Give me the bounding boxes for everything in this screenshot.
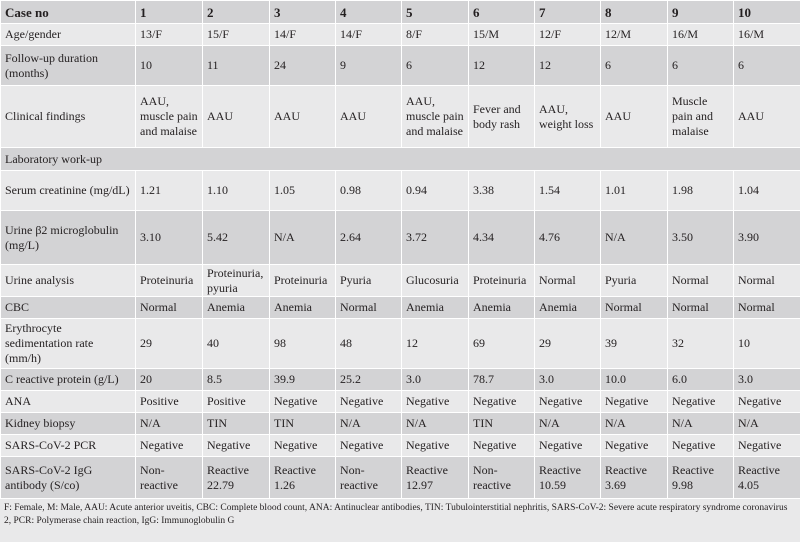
table-row (1, 24, 800, 46)
table-cell: N/A (336, 413, 402, 435)
table-cell: 3.90 (734, 211, 800, 265)
table-cell: Negative (336, 435, 402, 457)
table-cell: 9 (336, 46, 402, 86)
table-cell: 0.98 (336, 171, 402, 211)
table-cell: 39.9 (270, 369, 336, 391)
table-cell: Fever and body rash (469, 86, 535, 148)
section-row (1, 148, 800, 171)
table-row (1, 265, 800, 297)
table-cell: Reactive 1.26 (270, 457, 336, 499)
table-cell: 12 (402, 319, 469, 369)
table-row (1, 297, 800, 319)
table-cell: Normal (668, 265, 734, 297)
table-cell: Negative (336, 391, 402, 413)
table-cell: 1.10 (203, 171, 270, 211)
table-cell: 8.5 (203, 369, 270, 391)
table-cell: N/A (535, 413, 601, 435)
table-cell: 32 (668, 319, 734, 369)
table-cell: Reactive 9.98 (668, 457, 734, 499)
header-case-1: 1 (136, 1, 203, 24)
table-cell: Anemia (203, 297, 270, 319)
table-cell: Negative (270, 435, 336, 457)
table-cell: 1.04 (734, 171, 800, 211)
table-cell: 6 (668, 46, 734, 86)
table-cell: 5.42 (203, 211, 270, 265)
header-case-7: 7 (535, 1, 601, 24)
table-cell: Negative (402, 435, 469, 457)
table-cell: 3.38 (469, 171, 535, 211)
table-cell: 4.34 (469, 211, 535, 265)
table-cell: 10 (136, 46, 203, 86)
table-row (1, 46, 800, 86)
table-cell: Reactive 4.05 (734, 457, 800, 499)
table-cell: Negative (136, 435, 203, 457)
table-cell: TIN (270, 413, 336, 435)
table-cell: TIN (469, 413, 535, 435)
table-cell: AAU, muscle pain and malaise (402, 86, 469, 148)
table-cell: Positive (203, 391, 270, 413)
table-cell: 3.72 (402, 211, 469, 265)
table-cell: 14/F (270, 24, 336, 46)
table-cell: 1.01 (601, 171, 668, 211)
table-cell: N/A (136, 413, 203, 435)
table-cell: Anemia (402, 297, 469, 319)
table-row (1, 319, 800, 369)
row-label: Erythrocyte sedimentation rate (mm/h) (1, 319, 136, 369)
table-cell: Anemia (469, 297, 535, 319)
table-cell: Pyuria (601, 265, 668, 297)
table-cell: Negative (203, 435, 270, 457)
table-cell: 2.64 (336, 211, 402, 265)
table-cell: 12 (469, 46, 535, 86)
table-cell: 98 (270, 319, 336, 369)
table-cell: 1.05 (270, 171, 336, 211)
table-cell: 1.54 (535, 171, 601, 211)
table-cell: Proteinuria (469, 265, 535, 297)
table-cell: Anemia (535, 297, 601, 319)
table-cell: 6 (402, 46, 469, 86)
table-cell: 3.0 (535, 369, 601, 391)
table-cell: 3.50 (668, 211, 734, 265)
header-case-no: Case no (1, 1, 136, 24)
table-cell: N/A (601, 211, 668, 265)
table-row (1, 211, 800, 265)
table-cell: 1.21 (136, 171, 203, 211)
row-label: Serum creatinine (mg/dL) (1, 171, 136, 211)
table-row (1, 391, 800, 413)
table-cell: 6 (601, 46, 668, 86)
table-cell: 16/M (668, 24, 734, 46)
table-cell: 8/F (402, 24, 469, 46)
table-cell: Pyuria (336, 265, 402, 297)
table-row (1, 435, 800, 457)
table-cell: AAU, weight loss (535, 86, 601, 148)
table-cell: 15/M (469, 24, 535, 46)
table-cell: 0.94 (402, 171, 469, 211)
table-cell: 6 (734, 46, 800, 86)
header-row (1, 1, 800, 24)
table-cell: 25.2 (336, 369, 402, 391)
table-cell: Normal (734, 265, 800, 297)
table-row (1, 457, 800, 499)
table-cell: 20 (136, 369, 203, 391)
table-cell: 12/M (601, 24, 668, 46)
table-cell: Positive (136, 391, 203, 413)
table-cell: 29 (535, 319, 601, 369)
row-label: Kidney biopsy (1, 413, 136, 435)
table-row (1, 369, 800, 391)
table-cell: 4.76 (535, 211, 601, 265)
table-cell: N/A (734, 413, 800, 435)
table-cell: Muscle pain and malaise (668, 86, 734, 148)
table-cell: AAU, muscle pain and malaise (136, 86, 203, 148)
header-case-10: 10 (734, 1, 800, 24)
table-cell: 39 (601, 319, 668, 369)
row-label: ANA (1, 391, 136, 413)
table-cell: 12 (535, 46, 601, 86)
table-cell: 40 (203, 319, 270, 369)
table-cell: 69 (469, 319, 535, 369)
header-case-2: 2 (203, 1, 270, 24)
table-cell: 78.7 (469, 369, 535, 391)
header-case-8: 8 (601, 1, 668, 24)
table-row (1, 171, 800, 211)
table-cell: Negative (535, 435, 601, 457)
row-label: SARS-CoV-2 PCR (1, 435, 136, 457)
table-cell: Negative (734, 391, 800, 413)
table-cell: Normal (668, 297, 734, 319)
table-cell: Non-reactive (336, 457, 402, 499)
table-cell: Glucosuria (402, 265, 469, 297)
table-cell: Normal (601, 297, 668, 319)
table-cell: 15/F (203, 24, 270, 46)
header-case-6: 6 (469, 1, 535, 24)
header-case-3: 3 (270, 1, 336, 24)
table-cell: AAU (734, 86, 800, 148)
table-cell: AAU (336, 86, 402, 148)
table-cell: Negative (469, 435, 535, 457)
table-cell: Proteinuria (136, 265, 203, 297)
table-cell: N/A (402, 413, 469, 435)
row-label: Follow-up duration (months) (1, 46, 136, 86)
table-cell: 13/F (136, 24, 203, 46)
table-cell: N/A (601, 413, 668, 435)
section-label: Laboratory work-up (1, 148, 800, 171)
table-cell: Negative (734, 435, 800, 457)
table-footnote: F: Female, M: Male, AAU: Acute anterior uveitis, CBC: Complete blood count, ANA: Antinuclear antibodies, TIN: Tubulointerstitial nephritis, SARS-CoV-2: Severe acute respiratory syndrome coronavirus 2, PCR: Polymerase chain reaction, IgG: Immunoglobulin G (4, 503, 788, 526)
table-cell: 24 (270, 46, 336, 86)
row-label: Urine β2 microglobulin (mg/L) (1, 211, 136, 265)
row-label: Urine analysis (1, 265, 136, 297)
table-cell: Negative (270, 391, 336, 413)
table-cell: TIN (203, 413, 270, 435)
table-cell: Proteinuria (270, 265, 336, 297)
row-label: CBC (1, 297, 136, 319)
table-cell: Reactive 10.59 (535, 457, 601, 499)
table-cell: Negative (535, 391, 601, 413)
header-case-9: 9 (668, 1, 734, 24)
table-row (1, 86, 800, 148)
row-label: Clinical findings (1, 86, 136, 148)
table-cell: 3.0 (734, 369, 800, 391)
table-cell: Reactive 3.69 (601, 457, 668, 499)
row-label: C reactive protein (g/L) (1, 369, 136, 391)
table-cell: 1.98 (668, 171, 734, 211)
table-cell: Negative (601, 391, 668, 413)
table-cell: N/A (270, 211, 336, 265)
table-cell: 29 (136, 319, 203, 369)
table-cell: 10 (734, 319, 800, 369)
header-case-4: 4 (336, 1, 402, 24)
table-cell: Negative (469, 391, 535, 413)
table-cell: 11 (203, 46, 270, 86)
table-cell: Reactive 22.79 (203, 457, 270, 499)
table-cell: 48 (336, 319, 402, 369)
table-cell: AAU (203, 86, 270, 148)
table-cell: N/A (668, 413, 734, 435)
table-cell: AAU (270, 86, 336, 148)
row-label: Age/gender (1, 24, 136, 46)
header-case-5: 5 (402, 1, 469, 24)
table-cell: Anemia (270, 297, 336, 319)
table-cell: Negative (668, 435, 734, 457)
table-cell: 3.10 (136, 211, 203, 265)
table-cell: 14/F (336, 24, 402, 46)
table-cell: 10.0 (601, 369, 668, 391)
table-body (1, 24, 800, 499)
row-label: SARS-CoV-2 IgG antibody (S/co) (1, 457, 136, 499)
table-cell: Normal (336, 297, 402, 319)
table-cell: AAU (601, 86, 668, 148)
table-cell: 6.0 (668, 369, 734, 391)
table-cell: 16/M (734, 24, 800, 46)
table-cell: Normal (535, 265, 601, 297)
table-cell: Negative (402, 391, 469, 413)
table-cell: 12/F (535, 24, 601, 46)
table-cell: Normal (136, 297, 203, 319)
table-cell: Non-reactive (469, 457, 535, 499)
table-cell: Non-reactive (136, 457, 203, 499)
table-cell: Normal (734, 297, 800, 319)
table-row (1, 413, 800, 435)
table-cell: Negative (601, 435, 668, 457)
table-cell: 3.0 (402, 369, 469, 391)
table-cell: Negative (668, 391, 734, 413)
table-cell: Proteinuria, pyuria (203, 265, 270, 297)
table-cell: Reactive 12.97 (402, 457, 469, 499)
